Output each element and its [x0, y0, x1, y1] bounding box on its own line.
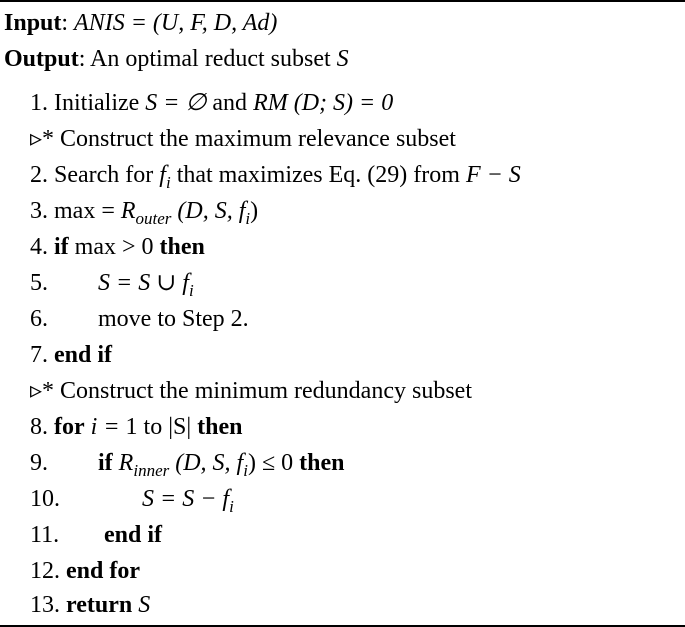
step-5: 5. S = S ∪ $f_i$ [30, 270, 194, 300]
step-6: 6. move to Step 2. [30, 306, 249, 332]
step-2: 2. Search for $f_i$ that maximizes Eq. (29) from F − S [30, 162, 521, 192]
step-8: 8. for i = 1 to |S| then [30, 414, 243, 440]
step-10: 10. $S = S - f_i$ [30, 486, 234, 516]
output-label: Output [4, 46, 79, 72]
input-rhs: = (U, F, D, Ad) [124, 10, 278, 36]
step-3: 3. $\max = R_{outer}$ (D, S, $f_i$) [30, 198, 259, 228]
step-9: 9. if $R_{inner}$ (D, S, $f_i) \le 0$ then [30, 450, 345, 480]
step-1: 1. Initialize S = ∅ and RM (D; S) = 0 [30, 90, 394, 116]
comment-min-redundancy: ▹* Construct the minimum redundancy subset [30, 378, 472, 404]
step-7: 7. end if [30, 342, 113, 368]
output-var: S [336, 46, 349, 72]
triangle-icon: ▹* [30, 378, 55, 404]
step-4: 4. if max > 0 then [30, 234, 205, 260]
step-12: 12. end for [30, 558, 140, 584]
input-lhs: ANIS [74, 10, 125, 36]
output-text: : An optimal reduct subset [78, 46, 337, 72]
step-13: 13. return S [30, 592, 151, 618]
output-line [4, 42, 349, 76]
comment-max-relevance: ▹* Construct the maximum relevance subset [30, 126, 456, 152]
step-11: 11. end if [30, 522, 163, 548]
input-line: Input: ANIS = (U, F, D, Ad) [4, 10, 278, 36]
triangle-icon: ▹* [30, 126, 55, 152]
input-label: Input [4, 10, 62, 36]
